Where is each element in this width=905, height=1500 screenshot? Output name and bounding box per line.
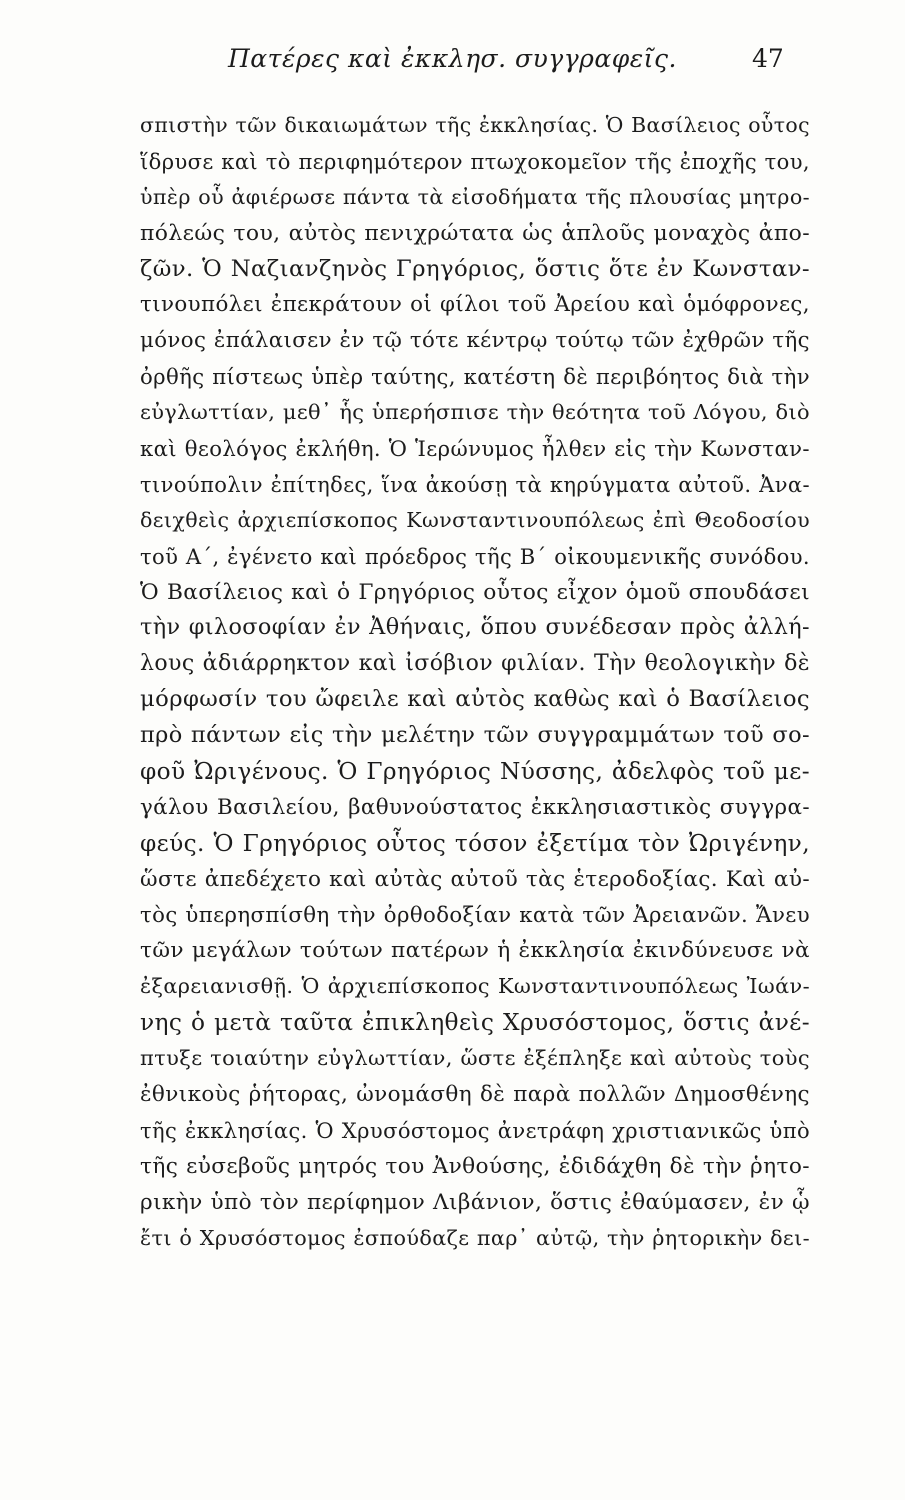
text-line: τινουπόλει ἐπεκράτουν οἱ φίλοι τοῦ Ἀρείου καὶ ὁμόφρονες, bbox=[140, 292, 810, 318]
text-line: φοῦ Ὠριγένους. Ὁ Γρηγόριος Νύσσης, ἀδελφὸς τοῦ με- bbox=[140, 758, 810, 786]
text-line: νης ὁ μετὰ ταῦτα ἐπικληθεὶς Χρυσόστομος, ὅστις ἀνέ- bbox=[140, 1009, 810, 1037]
text-line: τῆς ἐκκλησίας. Ὁ Χρυσόστομος ἀνετράφη χριστιανικῶς ὑπὸ bbox=[140, 1117, 810, 1143]
text-line: σπιστὴν τῶν δικαιωμάτων τῆς ἐκκλησίας. Ὁ Βασίλειος οὗτος bbox=[140, 113, 810, 137]
text-line: ἔτι ὁ Χρυσόστομος ἐσπούδαζε παρ᾽ αὐτῷ, τὴν ῥητορικὴν δει- bbox=[140, 1225, 810, 1250]
text-line: τῆς εὐσεβοῦς μητρός του Ἀνθούσης, ἐδιδάχθη δὲ τὴν ῥητο- bbox=[140, 1153, 810, 1179]
text-line: φεύς. Ὁ Γρηγόριος οὗτος τόσον ἐξετίμα τὸν Ὠριγένην, bbox=[140, 829, 810, 857]
text-line: ἐξαρειανισθῇ. Ὁ ἀρχιεπίσκοπος Κωνσταντινουπόλεως Ἰωάν- bbox=[140, 974, 810, 999]
page-number: 47 bbox=[752, 44, 784, 73]
text-line: ὥστε ἀπεδέχετο καὶ αὐτὰς αὐτοῦ τὰς ἑτεροδοξίας. Καὶ αὐ- bbox=[140, 866, 810, 892]
text-line: ζῶν. Ὁ Ναζιανζηνὸς Γρηγόριος, ὅστις ὅτε ἐν Κωνσταν- bbox=[140, 255, 810, 282]
text-line: δειχθεὶς ἀρχιεπίσκοπος Κωνσταντινουπόλεως ἐπὶ Θεοδοσίου bbox=[140, 507, 810, 532]
text-line: γάλου Βασιλείου, βαθυνούστατος ἐκκλησιαστικὸς συγγρα- bbox=[140, 794, 810, 820]
text-line: τινούπολιν ἐπίτηδες, ἵνα ἀκούσῃ τὰ κηρύγματα αὐτοῦ. Ἀνα- bbox=[140, 471, 810, 497]
body-text bbox=[140, 108, 810, 1257]
text-line: Ὁ Βασίλειος καὶ ὁ Γρηγόριος οὗτος εἶχον ὁμοῦ σπουδάσει bbox=[140, 579, 810, 605]
text-line: λους ἀδιάρρηκτον καὶ ἰσόβιον φιλίαν. Τὴν θεολογικὴν δὲ bbox=[140, 651, 810, 677]
text-line: ὀρθῆς πίστεως ὑπὲρ ταύτης, κατέστη δὲ περιβόητος διὰ τὴν bbox=[140, 364, 810, 390]
text-line: πτυξε τοιαύτην εὐγλωττίαν, ὥστε ἐξέπληξε καὶ αὐτοὺς τοὺς bbox=[140, 1046, 810, 1071]
text-line: πόλεώς του, αὐτὸς πενιχρώτατα ὡς ἁπλοῦς μοναχὸς ἀπο- bbox=[140, 220, 810, 246]
text-line: τὸς ὑπερησπίσθη τὴν ὀρθοδοξίαν κατὰ τῶν Ἀρειανῶν. Ἄνευ bbox=[140, 902, 810, 928]
text-line: τῶν μεγάλων τούτων πατέρων ἡ ἐκκλησία ἐκινδύνευσε νὰ bbox=[140, 938, 810, 964]
text-line: ὑπὲρ οὗ ἀφιέρωσε πάντα τὰ εἰσοδήματα τῆς πλουσίας μητρο- bbox=[140, 184, 810, 209]
running-title: Πατέρες καὶ ἐκκλησ. συγγραφεῖς. bbox=[228, 44, 677, 73]
text-line: ἐθνικοὺς ῥήτορας, ὠνομάσθη δὲ παρὰ πολλῶν Δημοσθένης bbox=[140, 1082, 810, 1108]
text-line: καὶ θεολόγος ἐκλήθη. Ὁ Ἱερώνυμος ἦλθεν εἰς τὴν Κωνσταν- bbox=[140, 436, 810, 462]
text-line: μόρφωσίν του ὤφειλε καὶ αὐτὸς καθὼς καὶ ὁ Βασίλειος bbox=[140, 686, 810, 713]
text-line: πρὸ πάντων εἰς τὴν μελέτην τῶν συγγραμμάτων τοῦ σο- bbox=[140, 722, 810, 749]
text-line: μόνος ἐπάλαισεν ἐν τῷ τότε κέντρῳ τούτῳ τῶν ἐχθρῶν τῆς bbox=[140, 328, 810, 354]
text-line: τὴν φιλοσοφίαν ἐν Ἀθήναις, ὅπου συνέδεσαν πρὸς ἀλλή- bbox=[140, 614, 810, 641]
text-line: εὐγλωττίαν, μεθ᾽ ἧς ὑπερήσπισε τὴν θεότητα τοῦ Λόγου, διὸ bbox=[140, 400, 810, 425]
running-head bbox=[0, 44, 905, 84]
text-line: ἵδρυσε καὶ τὸ περιφημότερον πτωχοκομεῖον τῆς ἐποχῆς του, bbox=[140, 148, 810, 174]
text-line: τοῦ Α΄, ἐγένετο καὶ πρόεδρος τῆς Β΄ οἰκουμενικῆς συνόδου. bbox=[140, 543, 810, 569]
text-line: ρικὴν ὑπὸ τὸν περίφημον Λιβάνιον, ὅστις ἐθαύμασεν, ἐν ᾧ bbox=[140, 1189, 810, 1215]
